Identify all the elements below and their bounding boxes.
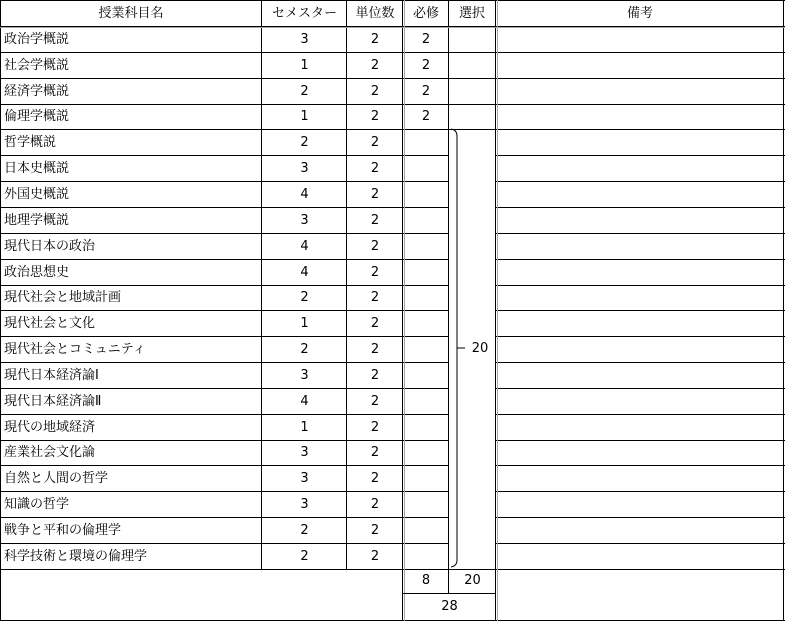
col-divider <box>448 0 449 594</box>
subject-cell: 現代の地域経済 <box>4 419 96 435</box>
row-divider <box>496 465 785 466</box>
subject-cell: 現代日本経済論Ⅰ <box>4 367 99 383</box>
semester-cell: 4 <box>300 186 309 202</box>
row-divider <box>496 155 785 156</box>
subject-cell: 現代日本経済論Ⅱ <box>4 393 102 409</box>
row-divider <box>496 233 785 234</box>
subject-cell: 日本史概説 <box>4 160 70 176</box>
header-required: 必修 <box>412 5 439 21</box>
row-divider <box>403 310 449 311</box>
credits-cell: 2 <box>370 445 380 460</box>
total-grand: 28 <box>441 598 458 614</box>
subject-cell: 政治思想史 <box>4 264 70 280</box>
credits-cell: 2 <box>370 134 380 150</box>
row-divider <box>0 155 403 156</box>
header-subject: 授業科目名 <box>98 5 164 21</box>
row-divider <box>403 440 449 441</box>
col-divider <box>495 0 496 621</box>
total-elective: 20 <box>464 572 481 588</box>
required-cell: 2 <box>421 31 431 47</box>
row-divider <box>496 440 785 441</box>
col-divider <box>404 0 405 621</box>
row-divider <box>0 569 785 570</box>
required-cell: 2 <box>421 83 431 99</box>
row-divider <box>496 517 785 518</box>
row-divider <box>449 78 496 79</box>
credits-cell: 2 <box>370 57 380 73</box>
semester-cell: 3 <box>300 445 309 460</box>
semester-cell: 3 <box>300 212 309 228</box>
row-divider <box>0 517 403 518</box>
row-divider <box>0 207 403 208</box>
row-divider <box>0 440 403 441</box>
row-divider <box>403 414 449 415</box>
row-divider <box>403 336 449 337</box>
subject-cell: 知識の哲学 <box>4 496 70 512</box>
subject-cell: 戦争と平和の倫理学 <box>4 522 122 538</box>
semester-cell: 2 <box>300 83 309 99</box>
credits-cell: 2 <box>370 419 380 435</box>
credits-cell: 2 <box>370 522 380 538</box>
semester-cell: 2 <box>300 522 309 538</box>
row-divider <box>403 517 449 518</box>
row-divider <box>496 259 785 260</box>
semester-cell: 1 <box>300 419 309 435</box>
credits-cell: 2 <box>370 548 380 564</box>
credits-cell: 2 <box>370 496 380 512</box>
required-cell: 2 <box>421 109 431 124</box>
row-divider <box>0 104 403 105</box>
row-divider <box>0 129 403 130</box>
row-divider <box>496 104 785 105</box>
row-divider <box>496 129 785 130</box>
col-divider <box>402 0 403 621</box>
subject-cell: 現代社会と地域計画 <box>4 290 122 305</box>
semester-cell: 2 <box>300 548 309 564</box>
credits-cell: 2 <box>370 212 380 228</box>
credits-cell: 2 <box>370 31 380 47</box>
totals-divider <box>403 593 496 594</box>
credits-cell: 2 <box>370 315 380 331</box>
subject-cell: 現代日本の政治 <box>4 238 96 254</box>
header-divider-shadow <box>0 27 785 28</box>
col-divider <box>346 0 347 569</box>
semester-cell: 4 <box>300 264 309 280</box>
row-divider <box>0 543 403 544</box>
credits-cell: 2 <box>370 290 380 305</box>
semester-cell: 4 <box>300 238 309 254</box>
table-border-bottom <box>0 620 785 621</box>
row-divider <box>403 285 449 286</box>
semester-cell: 3 <box>300 367 309 383</box>
table-border-top <box>0 0 785 1</box>
row-divider <box>496 181 785 182</box>
row-divider <box>449 52 496 53</box>
row-divider <box>0 310 403 311</box>
row-divider <box>496 52 785 53</box>
semester-cell: 3 <box>300 31 309 47</box>
credits-cell: 2 <box>370 393 380 409</box>
row-divider <box>403 78 449 79</box>
credits-cell: 2 <box>370 186 380 202</box>
row-divider <box>403 233 449 234</box>
total-required: 8 <box>421 572 431 588</box>
credits-cell: 2 <box>370 109 380 124</box>
subject-cell: 地理学概説 <box>4 212 70 228</box>
credits-cell: 2 <box>370 470 380 486</box>
row-divider <box>0 388 403 389</box>
row-divider <box>496 491 785 492</box>
credits-cell: 2 <box>370 83 380 99</box>
row-divider <box>403 388 449 389</box>
row-divider <box>403 207 449 208</box>
credits-cell: 2 <box>370 367 380 383</box>
semester-cell: 1 <box>300 315 309 331</box>
row-divider <box>0 285 403 286</box>
credits-cell: 2 <box>370 341 380 357</box>
row-divider <box>496 285 785 286</box>
credits-cell: 2 <box>370 264 380 280</box>
row-divider <box>0 181 403 182</box>
row-divider <box>0 233 403 234</box>
row-divider <box>403 155 449 156</box>
semester-cell: 3 <box>300 496 309 512</box>
semester-cell: 3 <box>300 160 309 176</box>
row-divider <box>403 491 449 492</box>
subject-cell: 哲学概説 <box>4 134 57 150</box>
semester-cell: 2 <box>300 134 309 150</box>
row-divider <box>403 52 449 53</box>
semester-cell: 4 <box>300 393 309 409</box>
row-divider <box>449 104 496 105</box>
subject-cell: 外国史概説 <box>4 186 70 202</box>
row-divider <box>0 78 403 79</box>
row-divider <box>403 129 449 130</box>
subject-cell: 社会学概説 <box>4 57 70 73</box>
subject-cell: 政治学概説 <box>4 31 70 47</box>
subject-cell: 科学技術と環境の倫理学 <box>4 548 148 564</box>
row-divider <box>403 465 449 466</box>
row-divider <box>496 336 785 337</box>
credits-cell: 2 <box>370 160 380 176</box>
row-divider <box>0 259 403 260</box>
semester-cell: 2 <box>300 290 309 305</box>
row-divider <box>403 259 449 260</box>
subject-cell: 現代社会とコミュニティ <box>4 341 146 357</box>
credits-cell: 2 <box>370 238 380 254</box>
subject-cell: 産業社会文化論 <box>4 445 96 460</box>
row-divider <box>449 129 496 130</box>
row-divider <box>0 52 403 53</box>
col-divider <box>261 0 262 569</box>
row-divider <box>403 104 449 105</box>
semester-cell: 1 <box>300 57 309 73</box>
semester-cell: 3 <box>300 470 309 486</box>
row-divider <box>0 336 403 337</box>
subject-cell: 現代社会と文化 <box>4 315 96 331</box>
row-divider <box>0 362 403 363</box>
subject-cell: 倫理学概説 <box>4 109 70 124</box>
row-divider <box>496 310 785 311</box>
row-divider <box>403 181 449 182</box>
header-elective: 選択 <box>458 5 485 21</box>
row-divider <box>0 491 403 492</box>
row-divider <box>496 543 785 544</box>
row-divider <box>496 207 785 208</box>
semester-cell: 1 <box>300 109 309 124</box>
row-divider <box>496 78 785 79</box>
row-divider <box>496 388 785 389</box>
col-divider <box>497 0 498 621</box>
row-divider <box>0 414 403 415</box>
subject-cell: 自然と人間の哲学 <box>4 470 109 486</box>
row-divider <box>403 543 449 544</box>
row-divider <box>403 362 449 363</box>
subject-cell: 経済学概説 <box>4 83 70 99</box>
semester-cell: 2 <box>300 341 309 357</box>
header-remarks: 備考 <box>626 5 653 21</box>
required-cell: 2 <box>421 57 431 73</box>
row-divider <box>496 414 785 415</box>
header-semester: セメスター <box>271 5 337 21</box>
row-divider <box>0 465 403 466</box>
header-credits: 単位数 <box>355 5 395 21</box>
row-divider <box>496 362 785 363</box>
elective-group-total: 20 <box>471 340 489 356</box>
